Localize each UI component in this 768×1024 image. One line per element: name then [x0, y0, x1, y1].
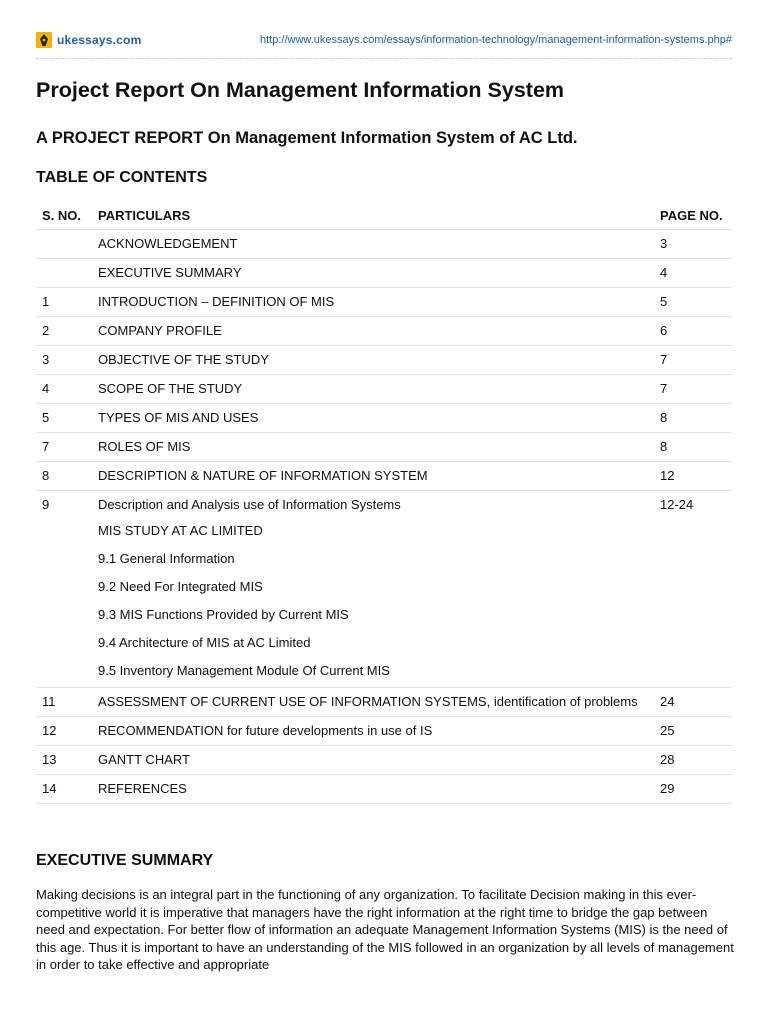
row-page: 12	[654, 462, 732, 491]
row-page: 8	[654, 404, 732, 433]
column-header-particulars: PARTICULARS	[92, 203, 654, 230]
column-header-page: PAGE NO.	[654, 203, 732, 230]
table-row	[36, 775, 732, 804]
table-row	[36, 317, 732, 346]
subitem-label: MIS STUDY AT AC LIMITED	[98, 523, 263, 538]
row-number: 4	[36, 375, 92, 404]
subitem-label: 9.5 Inventory Management Module Of Current MIS	[92, 659, 654, 688]
row-particulars: SCOPE OF THE STUDY	[92, 375, 654, 404]
row-page: 7	[654, 375, 732, 404]
table-subrow	[36, 631, 732, 659]
row-page: 29	[654, 775, 732, 804]
row-page: 8	[654, 433, 732, 462]
site-logo[interactable]	[36, 32, 141, 48]
summary-paragraph: Making decisions is an integral part in the functioning of any organization. To facilitate Decision making in this ever-competitive world it is imperative that managers have the right information at the right time to bridge the gap between need and expectation. For better flow of information an adequate Management Information Systems (MIS) is the need of this age. Thus it is important to have an understanding of the MIS followed in an organization by all levels of management in order to take effective and appropriate	[36, 887, 734, 973]
table-row	[36, 688, 732, 717]
table-row	[36, 746, 732, 775]
row-particulars: INTRODUCTION – DEFINITION OF MIS	[92, 288, 654, 317]
table-row	[36, 491, 732, 520]
table-subrow	[36, 519, 732, 547]
source-url-link[interactable]: http://www.ukessays.com/essays/information-technology/management-information-systems.php#	[260, 34, 732, 46]
row-particulars: DESCRIPTION & NATURE OF INFORMATION SYSTEM	[92, 462, 654, 491]
table-row	[36, 717, 732, 746]
row-particulars: GANTT CHART	[92, 746, 654, 775]
report-subtitle: A PROJECT REPORT On Management Information System of AC Ltd.	[36, 129, 578, 147]
row-page: 24	[654, 688, 732, 717]
toc-table	[36, 203, 732, 804]
row-particulars: EXECUTIVE SUMMARY	[92, 259, 654, 288]
row-page: 28	[654, 746, 732, 775]
table-row	[36, 288, 732, 317]
table-row	[36, 433, 732, 462]
row-page: 25	[654, 717, 732, 746]
subitem-label: 9.2 Need For Integrated MIS	[98, 579, 263, 594]
row-number: 13	[36, 746, 92, 775]
row-number	[36, 259, 92, 288]
row-page: 5	[654, 288, 732, 317]
table-subrow	[36, 575, 732, 603]
page-header	[36, 32, 732, 59]
row-page: 7	[654, 346, 732, 375]
table-row	[36, 346, 732, 375]
row-page: 12-24	[660, 497, 694, 512]
table-row	[36, 230, 732, 259]
row-number: 5	[36, 404, 92, 433]
row-particulars: RECOMMENDATION for future developments in use of IS	[92, 717, 654, 746]
table-row	[36, 462, 732, 491]
subitem-label: 9.1 General Information	[98, 551, 235, 566]
table-subrow	[36, 659, 732, 688]
row-number: 1	[36, 288, 92, 317]
row-particulars: COMPANY PROFILE	[92, 317, 654, 346]
table-subrow	[36, 547, 732, 575]
row-number: 3	[36, 346, 92, 375]
row-particulars: REFERENCES	[92, 775, 654, 804]
row-number: 8	[36, 462, 92, 491]
row-page: 6	[654, 317, 732, 346]
table-row	[36, 375, 732, 404]
row-page: 3	[654, 230, 732, 259]
row-page: 4	[654, 259, 732, 288]
table-subrow	[36, 603, 732, 631]
row-number: 14	[36, 775, 92, 804]
row-particulars: OBJECTIVE OF THE STUDY	[92, 346, 654, 375]
subitem-label: 9.3 MIS Functions Provided by Current MIS	[98, 607, 349, 622]
subitem-label: 9.4 Architecture of MIS at AC Limited	[98, 635, 311, 650]
table-row	[36, 404, 732, 433]
row-particulars: ROLES OF MIS	[92, 433, 654, 462]
row-particulars: ACKNOWLEDGEMENT	[92, 230, 654, 259]
row-particulars: Description and Analysis use of Information Systems	[98, 497, 401, 512]
row-number: 9	[42, 497, 50, 512]
pen-nib-icon	[36, 32, 52, 48]
toc-header-row	[36, 203, 732, 230]
site-name: ukessays.com	[57, 33, 142, 47]
row-number: 7	[36, 433, 92, 462]
row-particulars: ASSESSMENT OF CURRENT USE OF INFORMATION SYSTEMS, identification of problems	[92, 688, 654, 717]
summary-heading: EXECUTIVE SUMMARY	[36, 852, 214, 869]
column-header-sno: S. NO.	[36, 203, 92, 230]
row-number: 2	[36, 317, 92, 346]
row-number: 11	[36, 688, 92, 717]
toc-heading: TABLE OF CONTENTS	[36, 169, 208, 186]
row-number: 12	[36, 717, 92, 746]
row-number	[36, 230, 92, 259]
page-title: Project Report On Management Information System	[36, 78, 565, 102]
row-particulars: TYPES OF MIS AND USES	[92, 404, 654, 433]
table-row	[36, 259, 732, 288]
